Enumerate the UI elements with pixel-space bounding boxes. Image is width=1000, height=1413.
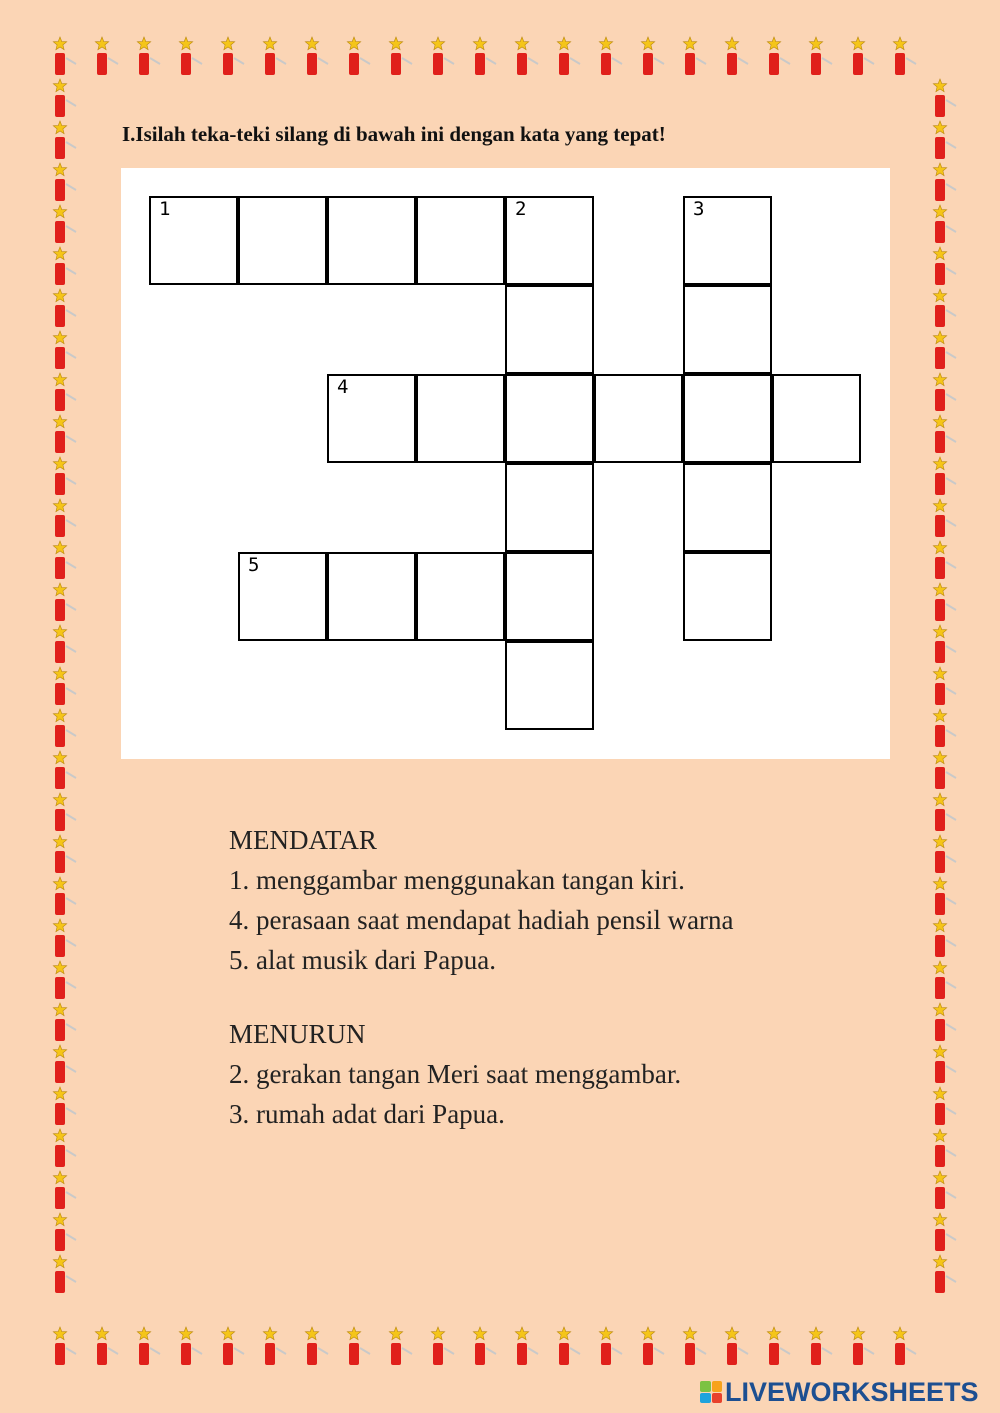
candle-icon xyxy=(851,37,874,75)
candle-icon xyxy=(53,793,76,831)
candle-icon xyxy=(809,37,832,75)
candle-icon xyxy=(933,835,956,873)
candle-icon xyxy=(53,1087,76,1125)
crossword-cell[interactable] xyxy=(416,374,505,463)
candle-icon xyxy=(53,79,76,117)
candle-icon xyxy=(347,1327,370,1365)
candle-icon xyxy=(933,1045,956,1083)
candle-icon xyxy=(933,541,956,579)
crossword-cell[interactable] xyxy=(505,552,594,641)
candle-icon xyxy=(53,205,76,243)
candle-icon xyxy=(53,919,76,957)
logo-text: LIVEWORKSHEETS xyxy=(725,1376,979,1407)
candle-icon xyxy=(557,1327,580,1365)
crossword-cell[interactable] xyxy=(772,374,861,463)
candle-icon xyxy=(53,121,76,159)
candle-icon xyxy=(933,1255,956,1293)
crossword-cell[interactable] xyxy=(327,374,416,463)
candle-icon xyxy=(53,751,76,789)
candle-icon xyxy=(305,1327,328,1365)
candle-icon xyxy=(53,625,76,663)
candle-icon xyxy=(347,37,370,75)
candle-icon xyxy=(53,1171,76,1209)
down-clue-2: 2. gerakan tangan Meri saat menggambar. xyxy=(229,1059,682,1089)
candle-icon xyxy=(933,793,956,831)
across-clue-5: 5. alat musik dari Papua. xyxy=(229,945,496,975)
candle-icon xyxy=(933,457,956,495)
candle-icon xyxy=(53,37,76,75)
candle-icon xyxy=(599,1327,622,1365)
crossword-cell[interactable] xyxy=(416,552,505,641)
candle-icon xyxy=(933,415,956,453)
candle-icon xyxy=(53,877,76,915)
clue-list xyxy=(229,820,869,1134)
crossword-cell[interactable] xyxy=(149,196,238,285)
crossword-cell[interactable] xyxy=(683,196,772,285)
candle-icon xyxy=(53,499,76,537)
crossword-cell[interactable] xyxy=(683,552,772,641)
candle-icon xyxy=(933,1171,956,1209)
crossword-cell[interactable] xyxy=(327,552,416,641)
candle-icon xyxy=(933,1087,956,1125)
candle-icon xyxy=(53,667,76,705)
clue-number: 4 xyxy=(337,376,349,398)
candle-icon xyxy=(137,1327,160,1365)
candle-icon xyxy=(933,961,956,999)
candle-icon xyxy=(893,1327,916,1365)
candle-icon xyxy=(599,37,622,75)
crossword-cell[interactable] xyxy=(238,552,327,641)
candle-icon xyxy=(431,1327,454,1365)
candle-icon xyxy=(53,1327,76,1365)
candle-icon xyxy=(933,79,956,117)
liveworksheets-logo xyxy=(700,1376,979,1408)
candle-icon xyxy=(851,1327,874,1365)
candle-icon xyxy=(179,1327,202,1365)
candle-icon xyxy=(53,331,76,369)
candle-icon xyxy=(221,37,244,75)
candle-icon xyxy=(933,751,956,789)
crossword-cell[interactable] xyxy=(416,196,505,285)
clue-number: 3 xyxy=(693,198,705,220)
clue-number: 2 xyxy=(515,198,527,220)
crossword-cell[interactable] xyxy=(683,285,772,374)
candle-icon xyxy=(389,37,412,75)
candle-icon xyxy=(53,541,76,579)
candle-icon xyxy=(305,37,328,75)
candle-icon xyxy=(933,1003,956,1041)
candle-icon xyxy=(221,1327,244,1365)
candle-icon xyxy=(53,415,76,453)
candle-icon xyxy=(933,205,956,243)
candle-icon xyxy=(933,1129,956,1167)
candle-icon xyxy=(263,1327,286,1365)
candle-icon xyxy=(933,373,956,411)
candle-icon xyxy=(53,709,76,747)
candle-icon xyxy=(933,625,956,663)
candle-icon xyxy=(53,1045,76,1083)
clue-number: 5 xyxy=(248,554,260,576)
candle-icon xyxy=(179,37,202,75)
candle-icon xyxy=(515,37,538,75)
candle-icon xyxy=(53,961,76,999)
crossword-cell[interactable] xyxy=(505,463,594,552)
candle-icon xyxy=(641,37,664,75)
candle-icon xyxy=(725,37,748,75)
candle-icon xyxy=(431,37,454,75)
down-clue-3: 3. rumah adat dari Papua. xyxy=(229,1099,505,1129)
crossword-cell[interactable] xyxy=(327,196,416,285)
candle-icon xyxy=(893,37,916,75)
crossword-cell[interactable] xyxy=(505,374,594,463)
instruction-text: I.Isilah teka-teki silang di bawah ini dengan kata yang tepat! xyxy=(122,122,666,146)
candle-icon xyxy=(53,1129,76,1167)
candle-icon xyxy=(557,37,580,75)
candle-icon xyxy=(933,1213,956,1251)
candle-icon xyxy=(53,835,76,873)
candle-icon xyxy=(933,877,956,915)
candle-icon xyxy=(641,1327,664,1365)
candle-icon xyxy=(53,163,76,201)
candle-icon xyxy=(473,1327,496,1365)
candle-icon xyxy=(473,37,496,75)
crossword-cell[interactable] xyxy=(594,374,683,463)
crossword-cell[interactable] xyxy=(683,374,772,463)
across-clue-1: 1. menggambar menggunakan tangan kiri. xyxy=(229,865,685,895)
candle-icon xyxy=(933,667,956,705)
candle-icon xyxy=(933,163,956,201)
candle-icon xyxy=(515,1327,538,1365)
candle-icon xyxy=(933,499,956,537)
candle-icon xyxy=(53,373,76,411)
crossword-cell[interactable] xyxy=(238,196,327,285)
candle-icon xyxy=(53,1255,76,1293)
candle-icon xyxy=(933,331,956,369)
candle-icon xyxy=(767,1327,790,1365)
candle-icon xyxy=(53,457,76,495)
candle-icon xyxy=(53,289,76,327)
candle-icon xyxy=(263,37,286,75)
candle-icon xyxy=(933,247,956,285)
candle-icon xyxy=(389,1327,412,1365)
candle-icon xyxy=(53,1003,76,1041)
crossword-cell[interactable] xyxy=(505,285,594,374)
candle-icon xyxy=(933,919,956,957)
candle-icon xyxy=(95,37,118,75)
across-clue-4: 4. perasaan saat mendapat hadiah pensil warna xyxy=(229,905,734,935)
candle-icon xyxy=(95,1327,118,1365)
candle-icon xyxy=(137,37,160,75)
candle-icon xyxy=(933,709,956,747)
crossword-cell[interactable] xyxy=(505,196,594,285)
candle-icon xyxy=(767,37,790,75)
candle-icon xyxy=(53,583,76,621)
candle-icon xyxy=(53,1213,76,1251)
logo-badge-icon xyxy=(700,1381,722,1403)
candle-icon xyxy=(933,121,956,159)
candle-icon xyxy=(725,1327,748,1365)
crossword-grid xyxy=(121,168,890,759)
clue-number: 1 xyxy=(159,198,171,220)
candle-icon xyxy=(933,583,956,621)
candle-icon xyxy=(683,37,706,75)
candle-icon xyxy=(933,289,956,327)
crossword-cell[interactable] xyxy=(683,463,772,552)
candle-icon xyxy=(683,1327,706,1365)
down-title: MENURUN xyxy=(229,1019,366,1049)
candle-icon xyxy=(53,247,76,285)
candle-icon xyxy=(809,1327,832,1365)
across-title: MENDATAR xyxy=(229,825,377,855)
crossword-cell[interactable] xyxy=(505,641,594,730)
